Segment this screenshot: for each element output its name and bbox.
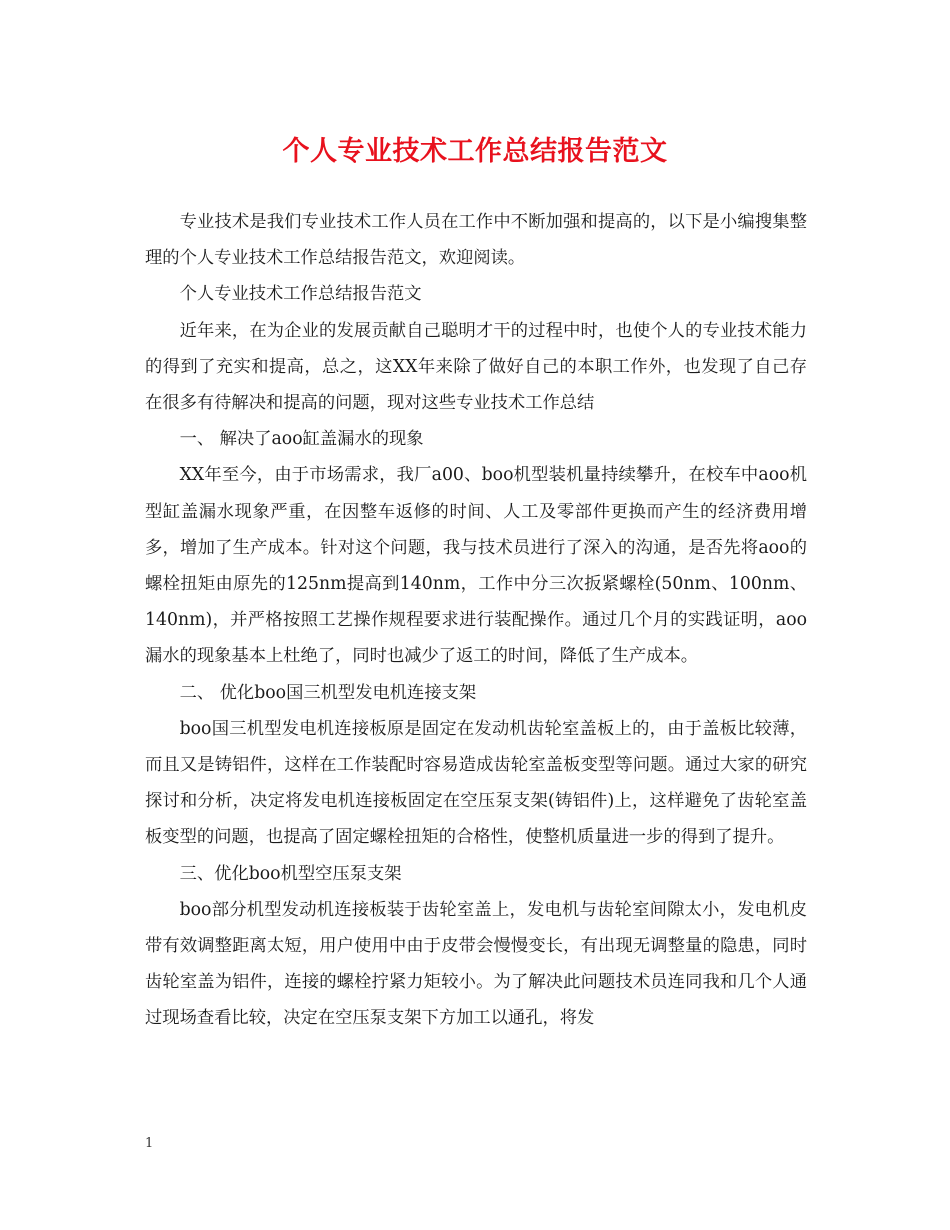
- paragraph-subtitle: 个人专业技术工作总结报告范文: [179, 284, 422, 305]
- section-heading-3: 三、优化boo机型空压泵支架: [179, 863, 402, 884]
- paragraph-section-3: boo部分机型发动机连接板装于齿轮室盖上，发电机与齿轮室间隙太小，发电机皮带有效调整距离太短，用户使用中由于皮带会慢慢变长，有出现无调整量的隐患，同时齿轮室盖为铝件，连接的螺栓拧紧力矩较小。为了解决此问题技术员连同我和几个人通过现场查看比较，决定在空压泵支架下方加工以通孔，将发: [145, 899, 807, 1029]
- paragraph-section-1: XX年至今，由于市场需求，我厂a00、boo机型装机量持续攀升，在校车中aoo机型缸盖漏水现象严重，在因整车返修的时间、人工及零部件更换而产生的经济费用增多，增加了生产成本。针对这个问题，我与技术员进行了深入的沟通，是否先将aoo的螺栓扭矩由原先的125nm提高到140nm，工作中分三次扳紧螺栓(50nm、100nm、140nm)，并严格按照工艺操作规程要求进行装配操作。通过几个月的实践证明，aoo漏水的现象基本上杜绝了，同时也减少了返工的时间，降低了生产成本。: [145, 465, 807, 667]
- section-heading-1: 一、 解决了aoo缸盖漏水的现象: [179, 429, 424, 450]
- paragraph-intro: 专业技术是我们专业技术工作人员在工作中不断加强和提高的，以下是小编搜集整理的个人专业技术工作总结报告范文，欢迎阅读。: [145, 212, 807, 269]
- section-heading-2: 二、 优化boo国三机型发电机连接支架: [179, 682, 477, 703]
- paragraph-overview: 近年来，在为企业的发展贡献自己聪明才干的过程中时，也使个人的专业技术能力的得到了充实和提高，总之，这XX年来除了做好自己的本职工作外，也发现了自己存在很多有待解决和提高的问题，现对这些专业技术工作总结: [145, 320, 807, 414]
- paragraph-section-2: boo国三机型发电机连接板原是固定在发动机齿轮室盖板上的，由于盖板比较薄，而且又是铸铝件，这样在工作装配时容易造成齿轮室盖板变型等问题。通过大家的研究探讨和分析，决定将发电机连接板固定在空压泵支架(铸铝件)上，这样避免了齿轮室盖板变型的问题，也提高了固定螺栓扭矩的合格性，使整机质量进一步的得到了提升。: [145, 718, 807, 848]
- document-title: 个人专业技术工作总结报告范文: [282, 136, 668, 167]
- document-body: [145, 204, 807, 1037]
- page-number: 1: [145, 1136, 154, 1151]
